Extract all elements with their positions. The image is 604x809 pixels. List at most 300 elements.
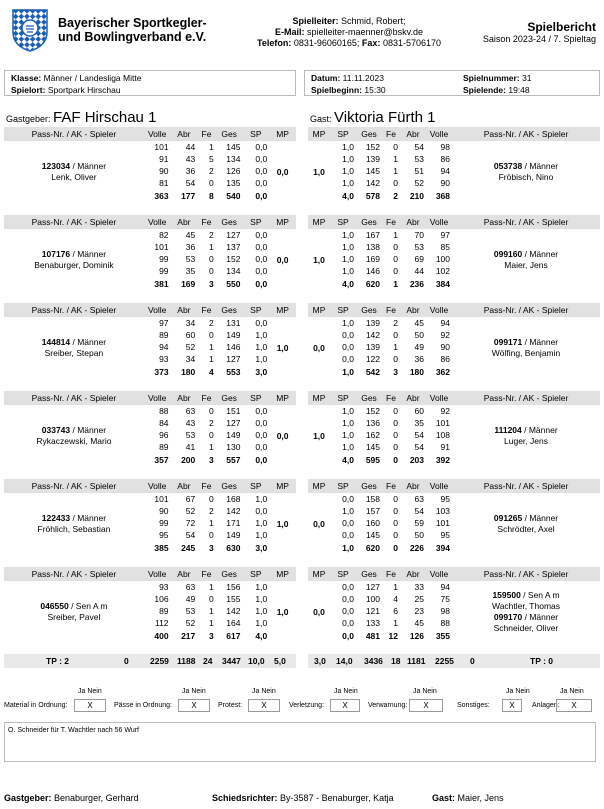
guest-cell-fe: 2 [393, 190, 398, 201]
guest-cell-ges: 139 [365, 154, 380, 164]
guest-game-block [308, 215, 600, 290]
guest-cell-volle: 394 [435, 542, 450, 553]
home-cell-abr: 43 [185, 154, 196, 164]
guest-cell-fe: 0 [393, 330, 398, 340]
col-header-volle: Volle [426, 479, 452, 493]
home-cell-ges: 155 [226, 594, 241, 604]
guest-cell-ges: 169 [365, 254, 380, 264]
home-cell-volle: 94 [159, 342, 169, 352]
home-cell-ges: 156 [226, 582, 241, 592]
home-cell-fe: 2 [209, 230, 214, 240]
guest-player-cell: 159500 / Sen A m Wachtler, Thomas 099170 / Männer Schneider, Oliver [452, 581, 600, 642]
organization-name: Bayerischer Sportkegler- und Bowlingverband e.V. [58, 16, 207, 44]
guest-cell-volle: 92 [440, 406, 450, 416]
home-player-cell: 144814 / Männer Sreiber, Stepan [4, 317, 144, 378]
home-player-name: Fröhlich, Sebastian [37, 523, 111, 534]
home-cell-abr: 177 [181, 190, 196, 201]
guest-cell-sp: 1,0 [342, 418, 354, 428]
home-cell-volle: 106 [154, 594, 169, 604]
home-cell-sp: 0,0 [255, 190, 268, 201]
col-header-abr: Abr [171, 303, 198, 317]
guest-cell-sp: 0,0 [342, 518, 354, 528]
guest-cell-fe: 0 [393, 542, 398, 553]
col-header-player: Pass-Nr. / AK - Spieler [452, 303, 600, 317]
home-player-cell: 046550 / Sen A m Sreiber, Pavel [4, 581, 144, 642]
ja-nein-label: Ja Nein [78, 688, 102, 695]
col-header-player: Pass-Nr. / AK - Spieler [452, 479, 600, 493]
col-header-abr: Abr [400, 479, 426, 493]
guest-cell-abr: 60 [414, 406, 424, 416]
home-pass-number: 122433 [41, 512, 71, 523]
home-cell-volle: 93 [159, 354, 169, 364]
guest-cell-fe: 0 [393, 530, 398, 540]
home-lane-row [4, 317, 296, 329]
guest-lane-row [308, 317, 600, 329]
guest-cell-volle: 94 [440, 318, 450, 328]
guest-cell-ges: 139 [365, 342, 380, 352]
guest-player-cell: 111204 / Männer Luger, Jens [452, 405, 600, 466]
guest-pass-number: 111204 [494, 424, 522, 435]
home-cell-abr: 45 [185, 230, 196, 240]
guest-cell-volle: 94 [440, 582, 450, 592]
check-box-material[interactable]: X [74, 699, 106, 712]
guest-cell-abr: 210 [409, 190, 424, 201]
home-cell-sp: 0,0 [255, 418, 268, 428]
guest-cell-abr: 35 [414, 418, 424, 428]
home-cell-volle: 381 [154, 278, 169, 289]
guest-pass-number: 053738 [493, 160, 523, 171]
guest-cell-sp: 1,0 [342, 142, 354, 152]
guest-pass-number: 091265 [493, 512, 523, 523]
guest-cell-fe: 12 [388, 630, 398, 641]
guest-cell-sp: 1,0 [342, 318, 354, 328]
home-cell-volle: 89 [159, 606, 169, 616]
guest-cell-sp: 0,0 [342, 354, 354, 364]
guest-cell-abr: 203 [409, 454, 424, 465]
guest-cell-abr: 54 [414, 430, 424, 440]
home-cell-fe: 2 [209, 318, 214, 328]
col-header-sp: SP [330, 479, 356, 493]
guest-cell-abr: 45 [414, 318, 424, 328]
guest-player-name: Wölfing, Benjamin [491, 347, 561, 358]
guest-cell-volle: 108 [435, 430, 450, 440]
guest-team-caption: Gast: Viktoria Fürth 1 [310, 109, 436, 126]
col-header-volle: Volle [144, 479, 171, 493]
check-box-sonstiges[interactable]: X [502, 699, 522, 712]
home-cell-sp: 0,0 [255, 318, 268, 328]
guest-cell-sp: 0,0 [342, 606, 354, 616]
home-cell-ges: 127 [226, 354, 241, 364]
guest-cell-sp: 0,0 [342, 494, 354, 504]
home-player-cell: 123034 / Männer Lenk, Oliver [4, 141, 144, 202]
home-cell-volle: 99 [159, 254, 169, 264]
home-cell-volle: 101 [154, 142, 169, 152]
home-cell-sp: 0,0 [255, 254, 268, 264]
col-header-abr: Abr [171, 127, 198, 141]
col-header-player: Pass-Nr. / AK - Spieler [4, 127, 144, 141]
home-cell-fe: 1 [209, 242, 214, 252]
guest-cell-fe: 0 [393, 178, 398, 188]
guest-cell-volle: 88 [440, 618, 450, 628]
home-cell-abr: 49 [185, 594, 196, 604]
check-box-protest[interactable]: X [248, 699, 280, 712]
guest-cell-sp: 1,0 [342, 442, 354, 452]
home-cell-fe: 0 [209, 594, 214, 604]
guest-cell-abr: 53 [414, 242, 424, 252]
col-header-fe: Fe [382, 391, 400, 405]
home-cell-volle: 89 [159, 330, 169, 340]
guest-cell-ges: 542 [365, 366, 380, 377]
home-cell-sp: 0,0 [255, 442, 268, 452]
guest-cell-fe: 0 [393, 494, 398, 504]
guest-cell-fe: 1 [393, 342, 398, 352]
home-cell-sp: 0,0 [255, 266, 268, 276]
footer-referee: Schiedsrichter: By-3587 - Benaburger, Katja [212, 793, 394, 803]
home-cell-abr: 53 [185, 254, 196, 264]
guest-cell-sp: 1,0 [342, 166, 354, 176]
home-cell-abr: 43 [185, 418, 196, 428]
guest-cell-abr: 54 [414, 142, 424, 152]
home-cell-fe: 1 [209, 342, 214, 352]
home-cell-ges: 152 [226, 254, 241, 264]
home-cell-abr: 217 [181, 630, 196, 641]
home-lane-row [4, 581, 296, 593]
col-header-fe: Fe [382, 127, 400, 141]
home-cell-ges: 553 [226, 366, 241, 377]
guest-cell-volle: 95 [440, 530, 450, 540]
col-header-abr: Abr [171, 479, 198, 493]
guest-cell-abr: 49 [414, 342, 424, 352]
col-header-sp: SP [330, 391, 356, 405]
home-cell-volle: 112 [154, 618, 169, 628]
col-header-fe: Fe [197, 127, 216, 141]
ja-nein-label: Ja Nein [413, 688, 437, 695]
guest-cell-ges: 481 [365, 630, 380, 641]
guest-cell-fe: 0 [393, 142, 398, 152]
col-header-player: Pass-Nr. / AK - Spieler [452, 567, 600, 581]
home-cell-fe: 2 [209, 506, 214, 516]
col-header-player: Pass-Nr. / AK - Spieler [452, 391, 600, 405]
league-contact: Spielleiter: Schmid, Robert; E-Mail: spielleiter-maenner@bskv.de Telefon: 0831-96060165; Fax: 0831-5706170 [256, 16, 442, 48]
col-header-mp: MP [308, 303, 330, 317]
col-header-sp: SP [330, 303, 356, 317]
guest-cell-sp: 0,0 [342, 530, 354, 540]
home-cell-volle: 81 [159, 178, 169, 188]
home-cell-fe: 0 [209, 494, 214, 504]
guest-cell-abr: 54 [414, 506, 424, 516]
home-cell-volle: 97 [159, 318, 169, 328]
guest-cell-sp: 1,0 [342, 366, 354, 377]
home-cell-fe: 0 [209, 266, 214, 276]
home-cell-ges: 617 [226, 630, 241, 641]
col-header-ges: Ges [356, 215, 382, 229]
footer-guest: Gast: Maier, Jens [432, 793, 504, 803]
guest-cell-sp: 1,0 [342, 506, 354, 516]
date-number-box: Datum: 11.11.2023 Spielnummer: 31 Spielbeginn: 15:30 Spielende: 19:48 [304, 70, 600, 96]
guest-cell-abr: 33 [414, 582, 424, 592]
col-header-mp: MP [269, 215, 296, 229]
col-header-mp: MP [308, 215, 330, 229]
home-cell-abr: 200 [181, 454, 196, 465]
col-header-sp: SP [242, 479, 269, 493]
guest-cell-volle: 90 [440, 342, 450, 352]
guest-player-name: Schrödter, Axel [497, 523, 555, 534]
home-cell-ges: 135 [226, 178, 241, 188]
col-header-ges: Ges [356, 479, 382, 493]
guest-cell-abr: 70 [414, 230, 424, 240]
guest-cell-ges: 158 [365, 494, 380, 504]
home-cell-ges: 151 [226, 406, 241, 416]
col-header-mp: MP [269, 127, 296, 141]
home-cell-volle: 99 [159, 266, 169, 276]
guest-cell-ges: 160 [365, 518, 380, 528]
check-label: Anlagen: [532, 702, 560, 709]
guest-cell-ges: 145 [365, 530, 380, 540]
guest-cell-abr: 23 [414, 606, 424, 616]
home-mp-value: 0,0 [276, 166, 289, 177]
guest-cell-ges: 142 [365, 178, 380, 188]
home-cell-sp: 0,0 [255, 430, 268, 440]
guest-cell-fe: 1 [393, 154, 398, 164]
home-game-block [4, 479, 296, 554]
home-game-block [4, 303, 296, 378]
home-cell-ges: 142 [226, 606, 241, 616]
guest-cell-fe: 1 [393, 618, 398, 628]
home-cell-sp: 0,0 [255, 178, 268, 188]
bavarian-coat-of-arms-icon [10, 8, 50, 52]
home-cell-sp: 1,0 [255, 582, 268, 592]
col-header-sp: SP [242, 303, 269, 317]
guest-mp-value: 0,0 [313, 518, 325, 529]
col-header-sp: SP [242, 567, 269, 581]
home-lane-row [4, 493, 296, 505]
check-box-verletzung[interactable]: X [330, 699, 360, 712]
home-cell-fe: 1 [209, 442, 214, 452]
home-cell-sp: 1,0 [255, 594, 268, 604]
col-header-player: Pass-Nr. / AK - Spieler [4, 303, 144, 317]
guest-cell-abr: 45 [414, 618, 424, 628]
home-mp-value: 1,0 [276, 342, 289, 353]
col-header-ges: Ges [356, 303, 382, 317]
home-cell-sp: 1,0 [255, 518, 268, 528]
col-header-fe: Fe [197, 479, 216, 493]
home-cell-sp: 1,0 [255, 354, 268, 364]
guest-cell-sp: 1,0 [342, 178, 354, 188]
guest-cell-fe: 2 [393, 318, 398, 328]
check-box-paesse[interactable]: X [178, 699, 210, 712]
guest-cell-fe: 4 [393, 594, 398, 604]
guest-cell-fe: 0 [393, 418, 398, 428]
guest-cell-volle: 101 [435, 518, 450, 528]
home-cell-ges: 145 [226, 142, 241, 152]
season-label: Saison 2023-24 / 7. Spieltag [482, 34, 596, 44]
guest-cell-sp: 4,0 [342, 278, 354, 289]
home-cell-ges: 127 [226, 418, 241, 428]
home-cell-abr: 52 [185, 618, 196, 628]
home-cell-ges: 130 [226, 442, 241, 452]
home-cell-volle: 84 [159, 418, 169, 428]
class-venue-box: Klasse: Männer / Landesliga Mitte Spielort: Sportpark Hirschau [4, 70, 296, 96]
guest-cell-ges: 122 [365, 354, 380, 364]
col-header-ges: Ges [356, 567, 382, 581]
guest-cell-ges: 127 [365, 582, 380, 592]
home-cell-ges: 137 [226, 242, 241, 252]
guest-cell-ges: 142 [365, 330, 380, 340]
home-cell-fe: 1 [209, 354, 214, 364]
check-box-anlagen[interactable]: X [556, 699, 592, 712]
col-header-volle: Volle [426, 303, 452, 317]
home-cell-ges: 146 [226, 342, 241, 352]
home-cell-sp: 3,0 [255, 366, 268, 377]
guest-cell-fe: 0 [393, 254, 398, 264]
col-header-fe: Fe [197, 567, 216, 581]
home-player-cell: 107176 / Männer Benaburger, Dominik [4, 229, 144, 290]
home-cell-abr: 72 [185, 518, 196, 528]
guest-cell-volle: 75 [440, 594, 450, 604]
col-header-abr: Abr [171, 215, 198, 229]
home-cell-volle: 88 [159, 406, 169, 416]
home-game-block [4, 127, 296, 202]
home-player-name: Lenk, Oliver [51, 171, 97, 182]
home-cell-ges: 126 [226, 166, 241, 176]
home-cell-fe: 2 [209, 418, 214, 428]
guest-cell-ges: 139 [365, 318, 380, 328]
home-cell-fe: 5 [209, 154, 214, 164]
guest-cell-ges: 100 [365, 594, 380, 604]
home-cell-sp: 0,0 [255, 278, 268, 289]
ja-nein-label: Ja Nein [560, 688, 584, 695]
home-cell-fe: 1 [209, 618, 214, 628]
col-header-ges: Ges [356, 391, 382, 405]
guest-cell-fe: 0 [393, 454, 398, 465]
col-header-abr: Abr [400, 303, 426, 317]
col-header-ges: Ges [216, 479, 243, 493]
home-player-name: Sreiber, Stepan [44, 347, 104, 358]
col-header-ges: Ges [216, 127, 243, 141]
home-cell-sp: 3,0 [255, 542, 268, 553]
remarks-box[interactable]: O. Schneider für T. Wachtler nach 56 Wurf [4, 722, 596, 762]
col-header-ges: Ges [216, 567, 243, 581]
guest-pass-number: 159500 [492, 589, 521, 600]
home-cell-fe: 3 [209, 542, 214, 553]
col-header-abr: Abr [400, 215, 426, 229]
home-cell-volle: 400 [154, 630, 169, 641]
home-cell-abr: 52 [185, 506, 196, 516]
col-header-volle: Volle [144, 567, 171, 581]
home-cell-fe: 1 [209, 606, 214, 616]
col-header-abr: Abr [400, 391, 426, 405]
home-cell-ges: 127 [226, 230, 241, 240]
col-header-mp: MP [269, 391, 296, 405]
home-cell-volle: 363 [154, 190, 169, 201]
home-cell-ges: 149 [226, 530, 241, 540]
guest-substitute-pass-number: 099170 [493, 611, 523, 622]
guest-mp-value: 0,0 [313, 606, 325, 617]
col-header-player: Pass-Nr. / AK - Spieler [4, 391, 144, 405]
guest-cell-abr: 180 [409, 366, 424, 377]
guest-cell-ges: 152 [365, 406, 380, 416]
home-cell-fe: 0 [209, 254, 214, 264]
home-cell-fe: 0 [209, 430, 214, 440]
col-header-volle: Volle [144, 215, 171, 229]
home-cell-ges: 171 [226, 518, 241, 528]
guest-cell-ges: 620 [365, 542, 380, 553]
home-cell-volle: 90 [159, 506, 169, 516]
home-cell-abr: 44 [185, 142, 196, 152]
guest-cell-sp: 1,0 [342, 406, 354, 416]
guest-cell-sp: 0,0 [342, 594, 354, 604]
home-cell-ges: 134 [226, 266, 241, 276]
guest-game-block [308, 303, 600, 378]
home-cell-abr: 34 [185, 354, 196, 364]
report-title-block [483, 20, 596, 44]
guest-mp-value: 0,0 [313, 342, 325, 353]
home-cell-sp: 1,0 [255, 618, 268, 628]
home-team-name: FAF Hirschau 1 [53, 109, 157, 126]
home-pass-number: 033743 [41, 424, 71, 435]
guest-cell-volle: 355 [435, 630, 450, 641]
home-cell-ges: 142 [226, 506, 241, 516]
home-lane-row [4, 229, 296, 241]
guest-cell-sp: 1,0 [342, 266, 354, 276]
home-cell-sp: 4,0 [255, 630, 268, 641]
home-cell-fe: 8 [209, 190, 214, 201]
home-cell-sp: 0,0 [255, 154, 268, 164]
home-cell-sp: 0,0 [255, 454, 268, 465]
contact-email-link[interactable]: spielleiter-maenner@bskv.de [307, 27, 424, 37]
guest-cell-volle: 98 [440, 606, 450, 616]
guest-cell-sp: 1,0 [342, 254, 354, 264]
col-header-fe: Fe [382, 479, 400, 493]
home-cell-abr: 54 [185, 530, 196, 540]
guest-cell-volle: 98 [440, 142, 450, 152]
guest-player-name: Wachtler, Thomas [491, 600, 561, 611]
check-label: Protest: [218, 702, 243, 709]
home-cell-volle: 95 [159, 530, 169, 540]
home-player-name: Benaburger, Dominik [34, 259, 114, 270]
guest-cell-fe: 1 [393, 230, 398, 240]
home-cell-abr: 41 [185, 442, 196, 452]
guest-mp-value: 1,0 [313, 430, 325, 441]
guest-cell-volle: 85 [440, 242, 450, 252]
col-header-player: Pass-Nr. / AK - Spieler [4, 479, 144, 493]
guest-player-name: Fröbisch, Nino [498, 171, 554, 182]
guest-cell-ges: 136 [365, 418, 380, 428]
home-cell-volle: 101 [154, 242, 169, 252]
guest-cell-sp: 0,0 [342, 330, 354, 340]
guest-game-block [308, 479, 600, 554]
guest-cell-volle: 90 [440, 178, 450, 188]
guest-cell-abr: 50 [414, 330, 424, 340]
home-cell-volle: 99 [159, 518, 169, 528]
guest-cell-volle: 392 [435, 454, 450, 465]
col-header-abr: Abr [400, 567, 426, 581]
home-cell-sp: 1,0 [255, 494, 268, 504]
home-cell-sp: 0,0 [255, 406, 268, 416]
guest-cell-fe: 1 [393, 582, 398, 592]
guest-game-block [308, 567, 600, 642]
home-cell-abr: 35 [185, 266, 196, 276]
ja-nein-label: Ja Nein [252, 688, 276, 695]
guest-cell-ges: 133 [365, 618, 380, 628]
report-title: Spielbericht [527, 20, 596, 34]
check-box-verwarnung[interactable]: X [409, 699, 443, 712]
col-header-player: Pass-Nr. / AK - Spieler [4, 567, 144, 581]
guest-cell-sp: 4,0 [342, 190, 354, 201]
home-cell-abr: 36 [185, 242, 196, 252]
col-header-fe: Fe [197, 215, 216, 229]
home-cell-ges: 149 [226, 430, 241, 440]
